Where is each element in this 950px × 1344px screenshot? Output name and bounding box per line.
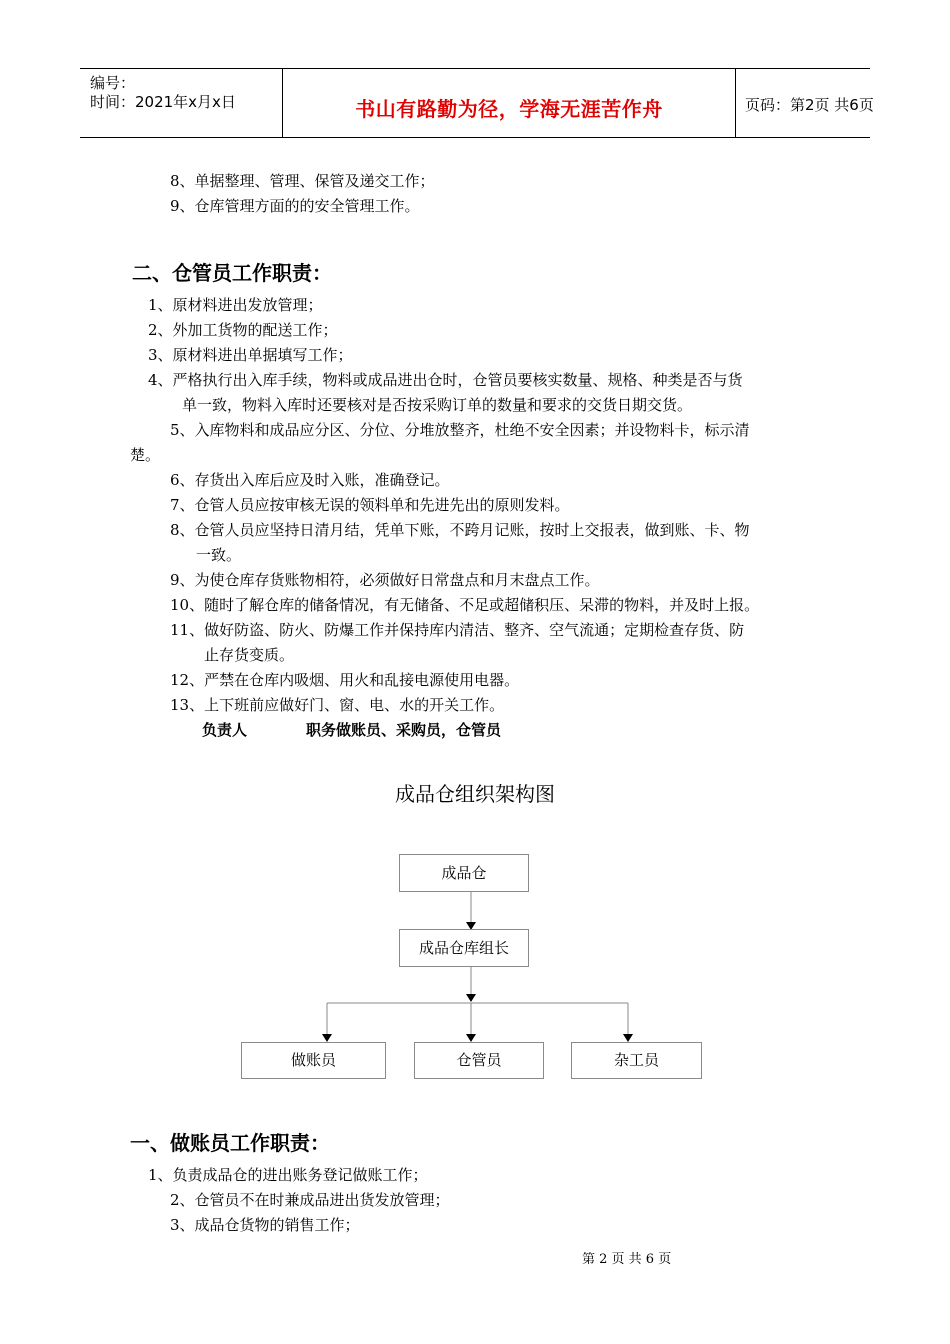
arrow-down-icon <box>322 1034 332 1042</box>
list-item: 8、仓管人员应坚持日清月结，凭单下账，不跨月记账，按时上交报表，做到账、卡、物 <box>170 521 750 539</box>
list-item: 3、成品仓货物的销售工作； <box>170 1216 360 1234</box>
org-node-child: 杂工员 <box>571 1042 702 1079</box>
arrow-down-icon <box>623 1034 633 1042</box>
time-label: 时间：2021年x月x日 <box>90 93 236 111</box>
list-item: 9、仓库管理方面的的安全管理工作。 <box>170 197 420 215</box>
list-item: 4、严格执行出入库手续，物料或成品进出仓时，仓管员要核实数量、规格、种类是否与货 <box>148 371 743 389</box>
section-heading: 一、做账员工作职责： <box>130 1131 330 1155</box>
list-item: 1、原材料进出发放管理； <box>148 296 323 314</box>
arrow-down-icon <box>466 994 476 1002</box>
list-item: 2、外加工货物的配送工作； <box>148 321 338 339</box>
responsible-value: 职务做账员、采购员，仓管员 <box>306 721 502 739</box>
page-footer: 第 2 页 共 6 页 <box>582 1252 672 1267</box>
org-node-top: 成品仓 <box>399 854 529 892</box>
arrow-down-icon <box>466 1034 476 1042</box>
org-node-middle: 成品仓库组长 <box>399 929 529 967</box>
list-item: 7、仓管人员应按审核无误的领料单和先进先出的原则发料。 <box>170 496 570 514</box>
list-item-continuation: 一致。 <box>196 546 242 564</box>
responsible-label: 负责人 <box>202 721 248 739</box>
list-item: 3、原材料进出单据填写工作； <box>148 346 353 364</box>
list-item: 1、负责成品仓的进出账务登记做账工作； <box>148 1166 428 1184</box>
list-item: 8、单据整理、管理、保管及递交工作； <box>170 172 435 190</box>
list-item: 11、做好防盗、防火、防爆工作并保持库内清洁、整齐、空气流通；定期检查存货、防 <box>170 621 745 639</box>
motto-text: 书山有路勤为径，学海无涯苦作舟 <box>355 97 663 121</box>
org-node-child: 做账员 <box>241 1042 386 1079</box>
list-item: 12、严禁在仓库内吸烟、用火和乱接电源使用电器。 <box>170 671 520 689</box>
org-chart-title: 成品仓组织架构图 <box>395 782 555 806</box>
list-item: 13、上下班前应做好门、窗、电、水的开关工作。 <box>170 696 505 714</box>
number-label: 编号： <box>90 74 136 92</box>
list-item: 9、为使仓库存货账物相符，必须做好日常盘点和月末盘点工作。 <box>170 571 600 589</box>
list-item-continuation: 单一致，物料入库时还要核对是否按采购订单的数量和要求的交货日期交货。 <box>182 396 693 414</box>
list-item: 6、存货出入库后应及时入账，准确登记。 <box>170 471 450 489</box>
org-node-child: 仓管员 <box>414 1042 544 1079</box>
list-item: 2、仓管员不在时兼成品进出货发放管理； <box>170 1191 450 1209</box>
list-item-continuation: 楚。 <box>130 446 161 464</box>
list-item-continuation: 止存货变质。 <box>204 646 295 664</box>
page-label: 页码：第2页 共6页 <box>745 96 874 114</box>
section-heading: 二、仓管员工作职责： <box>132 261 332 285</box>
list-item: 5、入库物料和成品应分区、分位、分堆放整齐，杜绝不安全因素；并设物料卡，标示清 <box>170 421 750 439</box>
list-item: 10、随时了解仓库的储备情况，有无储备、不足或超储积压、呆滞的物料，并及时上报。 <box>170 596 760 614</box>
